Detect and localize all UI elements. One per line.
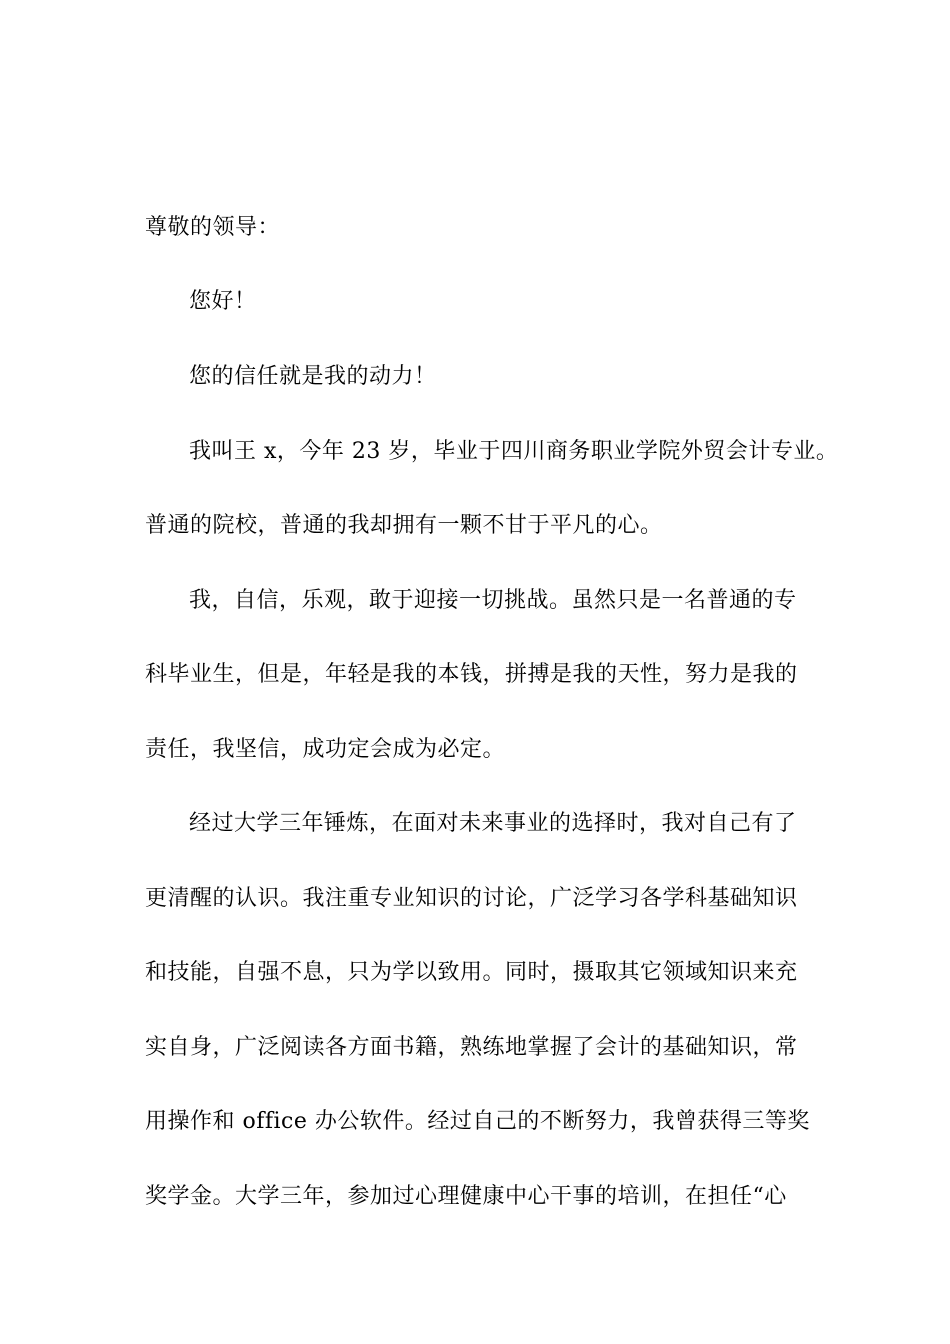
body-line: 更清醒的认识。我注重专业知识的讨论，广泛学习各学科基础知识 xyxy=(145,886,798,911)
body-line: 和技能，自强不息，只为学以致用。同时，摄取其它领域知识来充 xyxy=(145,960,798,985)
salutation: 尊敬的领导： xyxy=(145,215,281,240)
body-line: 普通的院校，普通的我却拥有一颗不甘于平凡的心。 xyxy=(145,513,663,538)
body-line: 科毕业生，但是，年轻是我的本钱，拼搏是我的天性，努力是我的 xyxy=(145,662,798,687)
greeting: 您好！ xyxy=(189,289,257,314)
body-line: 我叫王 x，今年 23 岁，毕业于四川商务职业学院外贸会计专业。 xyxy=(189,439,839,464)
body-line: 用操作和 office 办公软件。经过自己的不断努力，我曾获得三等奖 xyxy=(145,1109,810,1134)
body-line: 我，自信，乐观，敢于迎接一切挑战。虽然只是一名普通的专 xyxy=(189,588,797,613)
body-line: 责任，我坚信，成功定会成为必定。 xyxy=(145,737,506,762)
body-line: 实自身，广泛阅读各方面书籍，熟练地掌握了会计的基础知识，常 xyxy=(145,1035,798,1060)
body-line: 您的信任就是我的动力！ xyxy=(189,364,437,389)
body-line: 经过大学三年锤炼，在面对未来事业的选择时，我对自己有了 xyxy=(189,811,797,836)
body-line: 奖学金。大学三年，参加过心理健康中心干事的培训，在担任“心 xyxy=(145,1184,787,1209)
